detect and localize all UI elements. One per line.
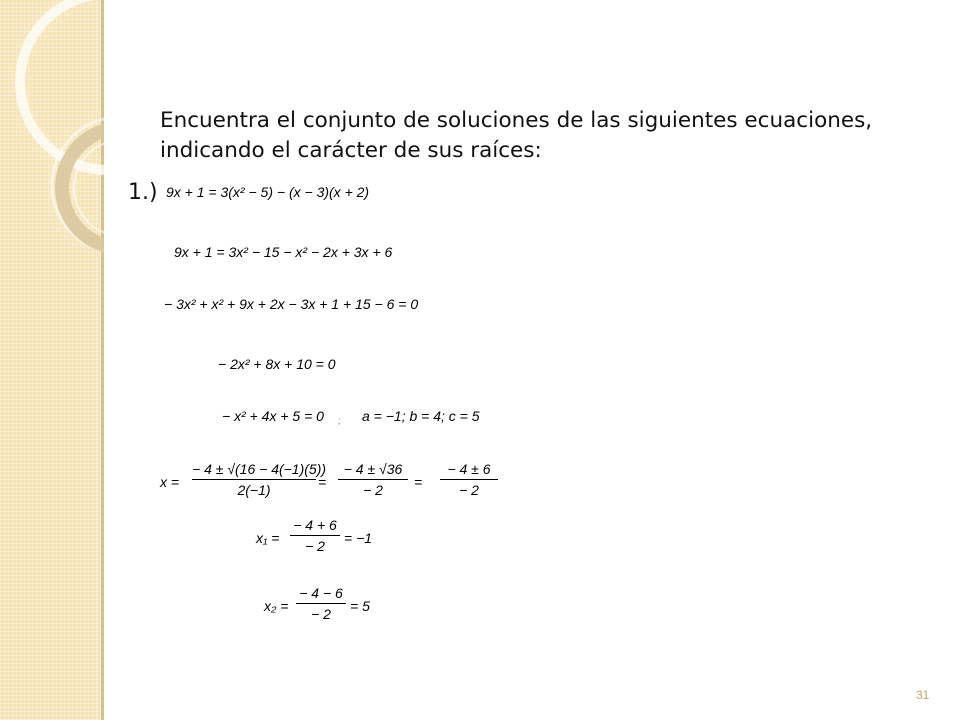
x2-fraction <box>296 584 346 623</box>
formula3-fraction <box>440 460 498 499</box>
decorative-circles <box>0 0 104 720</box>
formula2-denominator: − 2 <box>363 482 383 498</box>
formula-denominator: 2(−1) <box>237 482 271 498</box>
fraction-bar <box>192 479 316 480</box>
equation-original: 9x + 1 = 3(x² − 5) − (x − 3)(x + 2) <box>166 184 370 200</box>
x2-denominator: − 2 <box>311 606 331 622</box>
fraction-bar <box>440 479 498 480</box>
x1-numerator: − 4 + 6 <box>293 517 337 533</box>
formula-lhs: x = <box>160 474 180 490</box>
fraction-bar <box>338 479 408 480</box>
equals-sign-2: = <box>414 474 423 490</box>
formula3-denominator: − 2 <box>459 482 479 498</box>
formula3-numerator: − 4 ± 6 <box>447 461 491 477</box>
x1-result: = −1 <box>344 530 373 546</box>
separator-semicolon: ; <box>338 416 341 427</box>
formula2-fraction <box>338 460 408 499</box>
x1-lhs: x₁ = <box>256 530 280 546</box>
equation-step3: − 2x² + 8x + 10 = 0 <box>218 356 336 372</box>
x2-numerator: − 4 − 6 <box>299 585 343 601</box>
decorative-side-band <box>0 0 104 720</box>
equals-sign-1: = <box>318 474 327 490</box>
equation-step2: − 3x² + x² + 9x + 2x − 3x + 1 + 15 − 6 = 0 <box>164 296 419 312</box>
fraction-bar <box>290 535 340 536</box>
slide-title: Encuentra el conjunto de soluciones de las siguientes ecuaciones, indicando el carácter de sus raíces: <box>160 108 873 163</box>
page-number: 31 <box>916 688 930 702</box>
x2-result: = 5 <box>350 598 370 614</box>
x2-lhs: x₂ = <box>264 598 289 614</box>
x1-fraction <box>290 516 340 555</box>
equation-step1: 9x + 1 = 3x² − 15 − x² − 2x + 3x + 6 <box>174 244 393 260</box>
formula-numerator: − 4 ± √(16 − 4(−1)(5)) <box>192 461 327 477</box>
equation-step4: − x² + 4x + 5 = 0 <box>222 408 324 424</box>
coefficients: a = −1; b = 4; c = 5 <box>362 408 480 424</box>
formula2-numerator: − 4 ± √36 <box>343 461 403 477</box>
formula-fraction <box>192 460 327 499</box>
exercise-number: 1.) <box>128 180 158 205</box>
fraction-bar <box>296 603 346 604</box>
x1-denominator: − 2 <box>305 538 325 554</box>
